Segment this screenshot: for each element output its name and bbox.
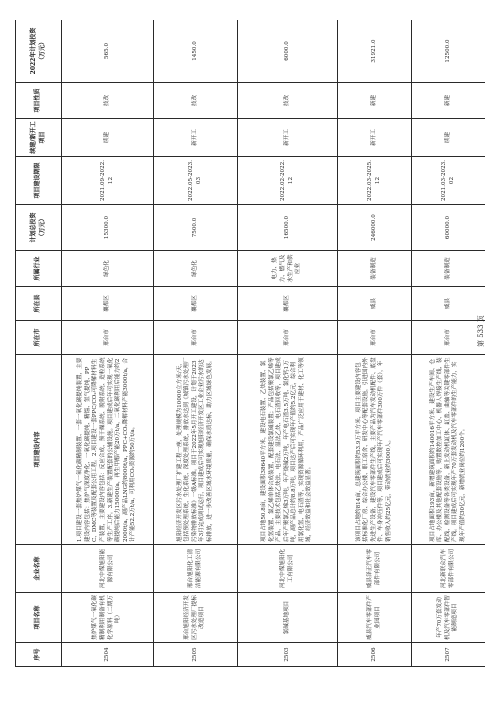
project-table bbox=[15, 20, 485, 667]
cell-no: 2504 bbox=[62, 643, 154, 667]
cell-project-name: 氯碱基地项目 bbox=[238, 593, 338, 643]
cell-nature: 技改 bbox=[238, 83, 338, 119]
cell-company: 威县泽正汽车零部件有限公司 bbox=[338, 545, 412, 593]
cell-project-name: 邢台旭阳经济开发区污水处理厂提标改造项目 bbox=[154, 593, 238, 643]
page-number: 第 533 页 bbox=[477, 315, 485, 347]
table-stage bbox=[15, 20, 485, 667]
cell-nature: 技改 bbox=[154, 83, 238, 119]
cell-period: 2022.05-2023.03 bbox=[154, 157, 238, 205]
cell-company: 河北新联众汽车零部件有限公司 bbox=[412, 545, 486, 593]
cell-type: 新开工 bbox=[238, 119, 338, 157]
cell-county: 襄都区 bbox=[238, 287, 338, 321]
cell-no: 2503 bbox=[238, 643, 338, 667]
cell-company: 邢台旭阳化工清洁能源有限公司 bbox=[154, 545, 238, 593]
cell-period: 2022.03-2025.12 bbox=[338, 157, 412, 205]
cell-nature: 技改 bbox=[62, 83, 154, 119]
cell-industry: 装备制造 bbox=[412, 251, 486, 287]
cell-investment: 60000.0 bbox=[412, 205, 486, 251]
cell-city: 邢台市 bbox=[338, 321, 412, 355]
cell-content: 项目占地面积193亩，新增建筑面积约140016平方米，建设生产车间、仓库、办公楼及其他配套设施等，购置数控加工中心、机器人焊接生产线、装配线、检测设备等各类设备，新上发动机缸体、缸盖、曲轴等关键零部件生产线。项目建成后可实现年产70万套发动机及汽车零部件的生产能力，实现年产值约30亿元，新增就业岗位约1200个。 bbox=[412, 355, 486, 545]
cell-city: 邢台市 bbox=[238, 321, 338, 355]
cell-period: 2021.09-2022.12 bbox=[62, 157, 154, 205]
cell-county: 襄都区 bbox=[154, 287, 238, 321]
cell-company: 河北中煤旭阳能源有限公司 bbox=[62, 545, 154, 593]
header-plan-2022: 2022年计划投资（万元） bbox=[16, 20, 62, 83]
cell-type: 新开工 bbox=[338, 119, 412, 157]
header-no: 序号 bbox=[16, 643, 62, 667]
cell-period: 2021.03-2023.02 bbox=[412, 157, 486, 205]
cell-content: 旭阳经济开发区污水处理厂扩建工程一座，处理规模为10000立方米/天，包括预处理系统、生化系统、深度处理系统、排放水达到《城镇污水处理厂污染物排放标准》一级A标准。项目于2022年5月开工建设，计划于2023年3月完成调试运行，项目建成后可实现旭阳经济开发区工业企业污水的达标排放，进一步改善区域水环境质量，确保水质达标，助力区域绿色发展。 bbox=[154, 355, 238, 545]
header-industry: 所属行业 bbox=[16, 251, 62, 287]
cell-city: 邢台市 bbox=[62, 321, 154, 355]
cell-industry: 装备制造 bbox=[338, 251, 412, 287]
cell-plan-2022: 6000.0 bbox=[238, 20, 338, 83]
cell-no: 2506 bbox=[338, 643, 412, 667]
cell-content: 该项目占地约814亩，总建筑面积约53.9万平方米，项目主要建设内容包括标准化厂房、综合办公楼、职工宿舍、研发中心等配套设施，引进国内外先进生产设备，建设汽车零部件生产线，主要产品为汽车发动机配件、底盘件、车身冲压件等，项目建成后可实现年产汽车零部件300万件（套），年销售收入约25亿元，带动就业约3000人。 bbox=[338, 355, 412, 545]
cell-county: 威县 bbox=[338, 287, 412, 321]
table-wrap bbox=[15, 20, 485, 667]
cell-no: 2507 bbox=[412, 643, 486, 667]
cell-plan-2022: 565.0 bbox=[62, 20, 154, 83]
header-content: 项目建设内容 bbox=[16, 355, 62, 545]
cell-content: 1.项目建设一套焦炉煤气一氧化碳精制装置、一套一氧化碳提纯装置，主要建设内容包括：焦炉气深度净化、一氧化碳提纯、精馏、氢气提纯、PPC、DMC等装置及配套公用工程。2.项目建设一套PPC/CO₂可降解材料生产装置，主要建设内容包括：反应合成、预干燥系统、脱附系统、造粒系统等生产工序。3.新建生产装置配套的公辅设施。项目建成后年可实现一氧化碳提纯后能力15000t/a，再生甲醇产能20万t/a，二氧化碳利用后能力约22000t/a，副产品LNG约8000t/a，PPC+CO₂降解材料产能3000t/a，合计产能52.2万t/a，可利用CO₂资源约50万t/a。 bbox=[62, 355, 154, 545]
table-row bbox=[238, 20, 338, 667]
cell-project-name: 焦炉煤气一氧化碳精制利用制备有机化学原料（二期万吨） bbox=[62, 593, 154, 643]
cell-nature: 新建 bbox=[412, 83, 486, 119]
header-project-name: 项目名称 bbox=[16, 593, 62, 643]
cell-type: 新开工 bbox=[154, 119, 238, 157]
header-county: 所在县 bbox=[16, 287, 62, 321]
table-row bbox=[338, 20, 412, 667]
cell-investment: 246000.0 bbox=[338, 205, 412, 251]
header-company: 企业名称 bbox=[16, 545, 62, 593]
header-period: 项目建设期限 bbox=[16, 157, 62, 205]
cell-type: 续建 bbox=[62, 119, 154, 157]
cell-nature: 新建 bbox=[338, 83, 412, 119]
cell-industry: 绿色化 bbox=[154, 251, 238, 287]
table-row bbox=[62, 20, 154, 667]
cell-company: 河北中煤旭阳化工有限公司 bbox=[238, 545, 338, 593]
cell-no: 2505 bbox=[154, 643, 238, 667]
cell-county: 威县 bbox=[412, 287, 486, 321]
cell-city: 邢台市 bbox=[412, 321, 486, 355]
cell-investment: 7500.0 bbox=[154, 205, 238, 251]
table-row bbox=[154, 20, 238, 667]
header-nature: 项目性质 bbox=[16, 83, 62, 119]
cell-period: 2022.02-2022.12 bbox=[238, 157, 338, 205]
cell-plan-2022: 12500.0 bbox=[412, 20, 486, 83]
header-city: 所在市 bbox=[16, 321, 62, 355]
header-type: 续建/新开工项目 bbox=[16, 119, 62, 157]
cell-industry: 绿色化 bbox=[62, 251, 154, 287]
cell-county: 襄都区 bbox=[62, 287, 154, 321]
cell-plan-2022: 31921.0 bbox=[338, 20, 412, 83]
table-row bbox=[412, 20, 486, 667]
cell-content: 项目占地50.8亩，建设面积38640平方米，建设电石装置、乙炔装置、氯化氢装置、氯乙烯单体合成装置，配套建设氯碱装置；产品包括聚氯乙烯等产品，主要技术包括乙炔法、电石法、湿法乙炔、电石渣回收等，项目建成后年产聚氯乙烯3万吨，年产烧碱2万吨，年产电石渣3.5万吨、氯化钙1万吨，副产品总计约8.8万吨，项目达产后可实现年产值约5.2亿元，综合利用氯化氢、电石渣等，实现资源循环利用，产品广泛应用于建材、化工等领域，经济效益和社会效益显著。 bbox=[238, 355, 338, 545]
cell-city: 邢台市 bbox=[154, 321, 238, 355]
cell-project-name: 威县汽车零部件产业园项目 bbox=[338, 593, 412, 643]
cell-project-name: 年产70万套发动机及汽车零部件智能制造项目 bbox=[412, 593, 486, 643]
header-investment: 计划总投资（万元） bbox=[16, 205, 62, 251]
cell-industry: 电力、热力、燃气及水生产和供应业 bbox=[238, 251, 338, 287]
cell-investment: 16500.0 bbox=[238, 205, 338, 251]
table-header-row bbox=[16, 20, 62, 667]
cell-type: 续建 bbox=[412, 119, 486, 157]
cell-plan-2022: 1450.0 bbox=[154, 20, 238, 83]
cell-investment: 15300.0 bbox=[62, 205, 154, 251]
